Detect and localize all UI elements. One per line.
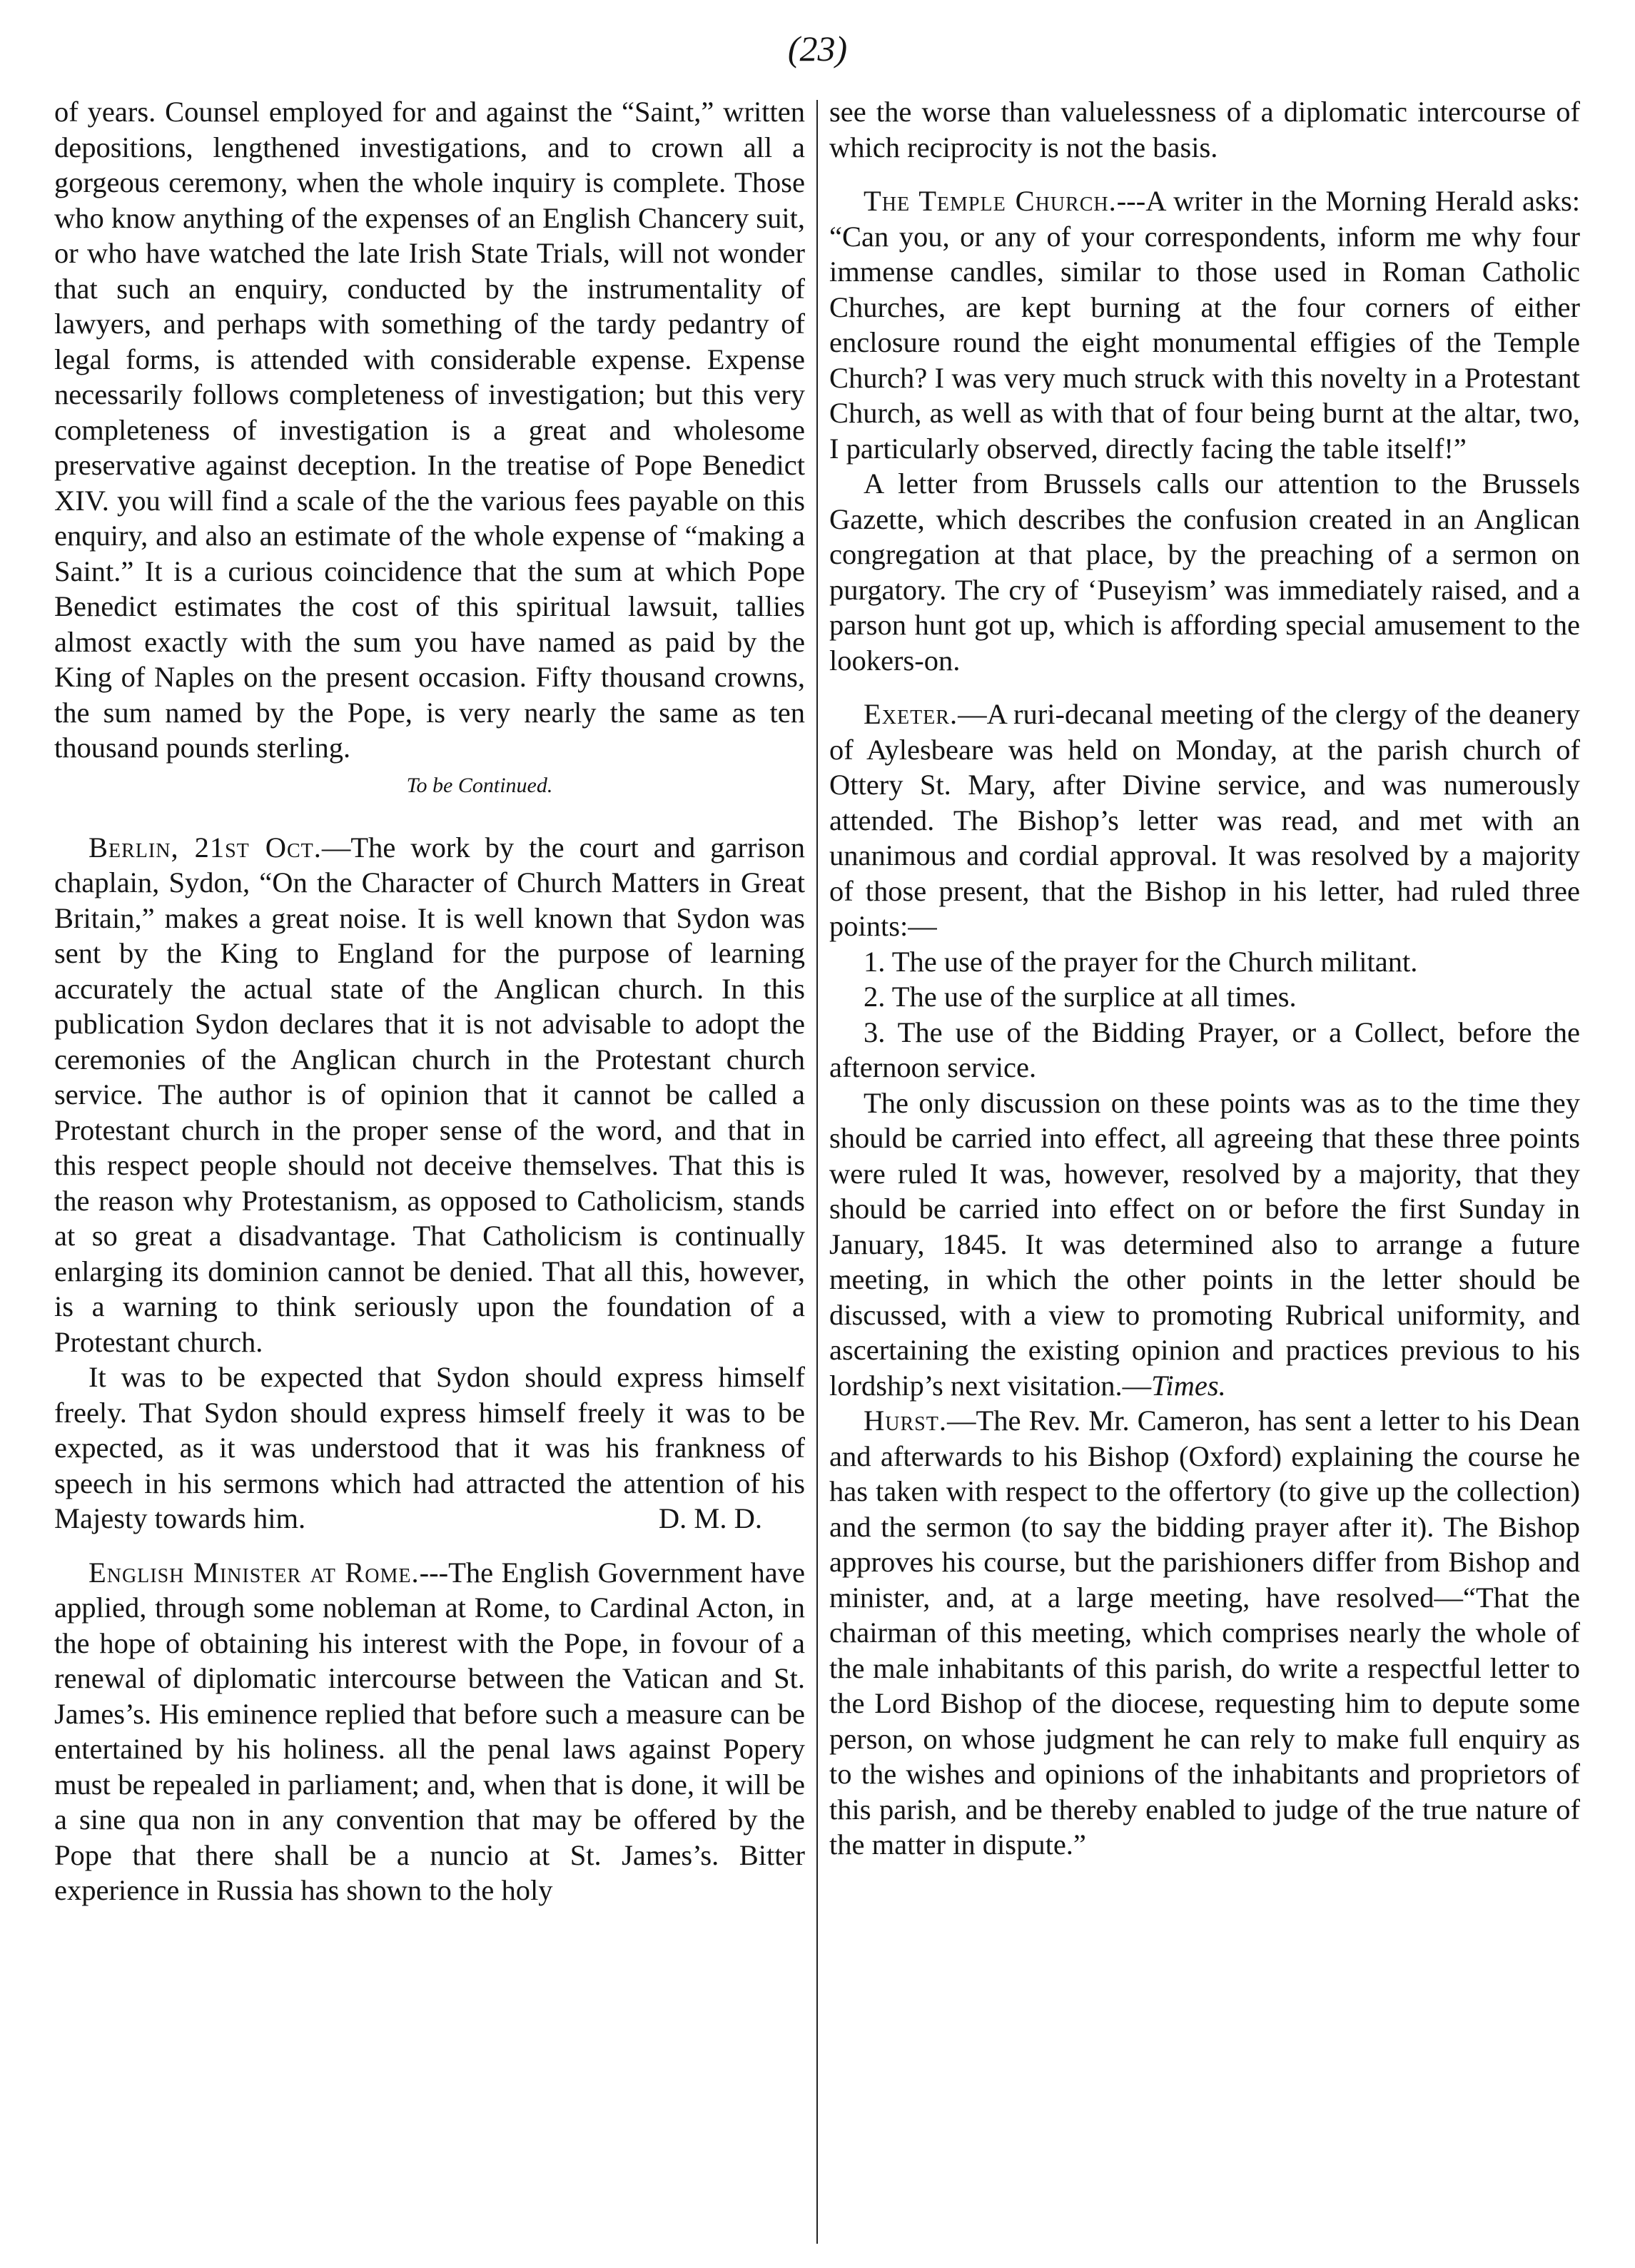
hurst-text: —The Rev. Mr. Cameron, has sent a letter to his Dean and afterwards to his Bishop (Oxford) explaining the course he has taken with respect to the offertory (to give up the collection) and the sermon (to say the bidding prayer after it). The Bishop approves his course, but the parishioners differ from Bishop and minister, and, at a large meeting, have resolved—“That the chairman of this meeting, which comprises nearly the whole of the male inhabitants of this parish, do write a respectful letter to the Lord Bishop of the diocese, requesting him to depute some person, on whose judgment he can rely to make full enquiry as to the wishes and opinions of the inhabitants and proprietors of this parish, and be thereby enabled to judge of the true nature of the matter in dispute.” — [829, 1404, 1580, 1861]
berlin-text: —The work by the court and garrison chaplain, Sydon, “On the Character of Church Matters in Great Britain,” makes a great noise. It is well known that Sydon was sent by the King to England for the purpose of learning accurately the actual state of the Anglican church. In this publication Sydon declares that it is not advisable to adopt the ceremonies of the Anglican church in the Protestant church service. The author is of opinion that it cannot be called a Protestant church in the proper sense of the word, and that in this respect people should not deceive themselves. That this is the reason why Protestanism, as opposed to Catholicism, stands at so great a disadvantage. That Catholicism is continually enlarging its dominion cannot be denied. That all this, however, is a warning to think seriously upon the foundation of a Protestant church. — [54, 831, 805, 1358]
diplomatic-continuation: see the worse than valuelessness of a diplomatic intercourse of which reciprocity is not the basis. — [829, 96, 1580, 163]
right-column — [829, 94, 1580, 1863]
sydon-paragraph — [54, 1360, 805, 1537]
brussels-paragraph: A letter from Brussels calls our attention to the Brussels Gazette, which describes the confusion created in an Anglican congregation at that place, by the preaching of a sermon on purgatory. The cry of ‘Puseyism’ was immediately raised, and a parson hunt got up, which is affording special amusement to the lookers-on. — [829, 467, 1580, 677]
exeter-text: —A ruri-decanal meeting of the clergy of the deanery of Aylesbeare was held on Monday, at the parish church of Ottery St. Mary, after Divine service, and was numerously attended. The Bishop’s letter was read, and met with an unanimous and cordial approval. It was resolved by a majority of those present, that the Bishop in his letter, had ruled three points:— — [829, 698, 1580, 942]
minister-heading: English Minister at Rome. — [88, 1556, 420, 1589]
discussion-source: Times. — [1151, 1369, 1226, 1402]
minister-article — [54, 1555, 805, 1908]
discussion-text: The only discussion on these points was as to the time they should be carried into effect, all agreeing that these three points were ruled It was, however, resolved by a majority, that they should be carried into effect on or before the first Sunday in January, 1845. It was determined also to arrange a future meeting, in which the other points in the letter should be discussed, with a view to promoting Rubrical uniformity, and ascertaining the existing opinion and practices previous to his lordship’s next visitation.— — [829, 1086, 1580, 1402]
column-divider — [816, 100, 818, 2244]
hurst-heading: Hurst. — [864, 1404, 947, 1437]
hurst-article — [829, 1403, 1580, 1863]
list-item: 1. The use of the prayer for the Church militant. — [864, 945, 1418, 978]
temple-church-article — [829, 183, 1580, 466]
sydon-text: It was to be expected that Sydon should express himself freely. That Sydon should express himself freely it was to be expected, as it was understood that it was his frankness of speech in his sermons which had attracted the attention of his Majesty towards him. — [54, 1361, 805, 1534]
list-item: 3. The use of the Bidding Prayer, or a Collect, before the afternoon service. — [829, 1016, 1580, 1083]
berlin-article — [54, 830, 805, 1360]
temple-church-heading: The Temple Church. — [864, 185, 1117, 217]
left-column — [54, 94, 805, 1908]
exeter-article — [829, 697, 1580, 944]
temple-church-text: ---A writer in the Morning Herald asks: “Can you, or any of your correspondents, inform me why four immense candles, similar to those used in Roman Catholic Churches, are kept burning at the four corners of either enclosure round the eight monumental effigies of the Temple Church? I was very much struck with this novelty in a Protestant Church, as well as with that of four being burnt at the altar, two, I particularly observed, directly facing the table itself!” — [829, 185, 1580, 465]
minister-text: ---The English Government have applied, through some nobleman at Rome, to Cardinal Acton, in the hope of obtaining his interest with the Pope, in fovour of a renewal of diplomatic intercourse between the Vatican and St. James’s. His eminence replied that before such a measure can be entertained by his holiness. all the penal laws against Popery must be repealed in parliament; and, when that is done, it will be a sine qua non in any convention that may be offered by the Pope that there shall be a nuncio at St. James’s. Bitter experience in Russia has shown to the holy — [54, 1556, 805, 1906]
saint-expense-paragraph: of years. Counsel employed for and against the “Saint,” written depositions, lengthened investigations, and to crown all a gorgeous ceremony, when the whole inquiry is complete. Those who know anything of the expenses of an English Chancery suit, or who have watched the late Irish State Trials, will not wonder that such an enquiry, conducted by the instrumentality of lawyers, and perhaps with something of the tardy pedantry of legal forms, is attended with considerable expense. Expense necessarily follows completeness of investigation; but this very completeness of investigation is a great and wholesome preservative against deception. In the treatise of Pope Benedict XIV. you will find a scale of the the various fees payable on this enquiry, and also an estimate of the whole expense of “making a Saint.” It is a curious coincidence that the sum at which Pope Benedict estimates the cost of this spiritual lawsuit, tallies almost exactly with the sum you have named as paid by the King of Naples on the present occasion. Fifty thousand crowns, the sum named by the Pope, is very nearly the same as ten thousand pounds sterling. — [54, 96, 805, 764]
list-item: 2. The use of the surplice at all times. — [864, 981, 1297, 1013]
berlin-heading: Berlin, 21st Oct. — [88, 831, 322, 864]
to-be-continued: To be Continued. — [406, 773, 553, 797]
signature: D. M. D. — [658, 1502, 762, 1534]
page-number: (23) — [787, 29, 848, 69]
discussion-paragraph — [829, 1085, 1580, 1404]
exeter-heading: Exeter. — [864, 698, 958, 730]
